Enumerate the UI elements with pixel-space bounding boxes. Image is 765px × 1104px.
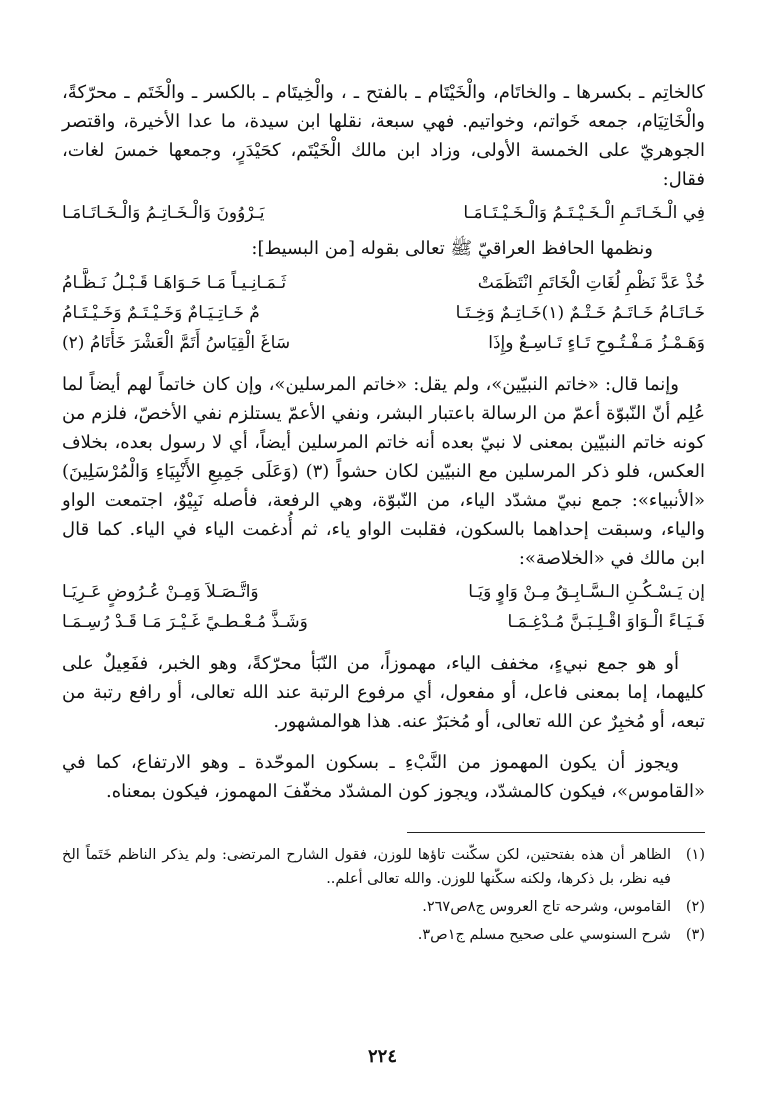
paragraph-nab-meaning: ويجوز أن يكون المهموز من النَّبْءِ ـ بسكون الموحّدة ـ وهو الارتفاع، كما في «القاموس»، فيكون كالمشدّد، ويجوز كون المشدّد مخفّفَ المهموز، فيكون بمعناه. [62, 752, 705, 802]
verse-second-hemistich: سَاغَ الْقِيَاسُ أَتَمَّ الْعَشْرَ خَأْتَامُ (٢) [62, 333, 291, 353]
footnote-item [62, 923, 705, 947]
verse-first-hemistich: فَـيَـاءً الْـوَاوَ اقْـلِـبَـنَّ مُـدْغِـمَـا [507, 612, 705, 632]
verse-iraqi [62, 268, 705, 358]
footnote-divider [407, 832, 705, 833]
verse-khulasa [62, 577, 705, 637]
verse-second-hemistich: مٌ خَـاتِـيَـامٌ وَخَـيْـتَـمٌ وَخَـيْـتَـامُ [62, 303, 260, 323]
verse-line [62, 198, 705, 228]
footnote-text: الظاهر أن هذه بفتحتين، لكن سكّنت تاؤها للوزن، فقول الشارح المرتضى: ولم يذكر الناظم خَتَماً الخ فيه نظر، بل ذكرها، ولكنه سكّنها للوزن. والله تعالى أعلم.. [62, 847, 671, 887]
footnote-text: القاموس، وشرحه تاج العروس ج٨ص٢٦٧. [422, 899, 671, 915]
verse-ibn-malik [62, 198, 705, 228]
footnote-item [62, 895, 705, 919]
verse-first-hemistich: وَهَـمْـزُ مَـفْـتُـوحِ تَـاءٍ تَـاسِـعٌ وإِذَا [488, 333, 705, 353]
verse-first-hemistich: خَـاتَـامُ خَـاتَـمُ خَـتْـمٌ (١)خَـاتِـمٌ وَخِـتَـا [455, 303, 705, 323]
page-number: ٢٢٤ [367, 1046, 397, 1067]
verse-line [62, 607, 705, 637]
verse-line [62, 577, 705, 607]
verse-line [62, 328, 705, 358]
verse-second-hemistich: ثَـمَـانِـيـاً مَـا حَـوَاهَـا قَـبْـلُ نَـظَّـامُ [62, 273, 287, 293]
footnote-number: (٣) [685, 927, 705, 943]
footnote-item [62, 843, 705, 891]
verse-line [62, 268, 705, 298]
footnote-text: شرح السنوسي على صحيح مسلم ج١ص٣. [417, 927, 671, 943]
verse-second-hemistich: يَـرْوُونَ وَالْـخَـاتِـمُ وَالْـخَـاتَـامَـا [62, 203, 265, 223]
verse-first-hemistich: إن يَـسْـكُـنِ الـسَّـابِـقُ مِـنْ وَاوٍ وَيَـا [468, 582, 705, 602]
verse-first-hemistich: خُذْ عَدَّ نَظْمِ لُغَاتِ الْخَاتَمِ انْتَظَمَتْ [477, 273, 705, 293]
verse-first-hemistich: فِي الْـخَـاتَـمِ الْـخَـيْـتَـمُ وَالْـخَـيْـتَـامَـا [463, 203, 705, 223]
verse-intro-iraqi: ونظمها الحافظ العراقيّ ﷺ تعالى بقوله [من البسيط]: [251, 238, 653, 259]
paragraph-khatam-forms: كالخاتِم ـ بكسرها ـ والخاتَام، والْخَيْتَام ـ بالفتح ـ ، والْخِيتَام ـ بالكسر ـ والْخَتَم ـ محرّكةً، والْخَاتِيَام، جمعه خَواتم، وخواتيم. فهي سبعة، نقلها ابن سيدة، ما عدا الأخيرة، واقتصر الجوهريّ على الخمسة الأولى، وزاد ابن مالك الْخَيْتَم، كحَيْدَرٍ، وجمعها خمسَ لغات، فقال: [62, 82, 705, 190]
footnote-number: (١) [685, 847, 705, 863]
footnote-number: (٢) [685, 899, 705, 915]
verse-line [62, 298, 705, 328]
footnotes [62, 843, 705, 947]
verse-second-hemistich: وَشَـذَّ مُـعْـطـيً غَـيْـرَ مَـا قَـدْ رُسِـمَـا [62, 612, 308, 632]
paragraph-nabi-plural: أو هو جمع نبيءٍ، مخفف الياء، مهموزاً، من النّبَأ محرّكةً، وهو الخبر، ففَعِيلٌ على كليهما، إما بمعنى فاعل، أو مفعول، أي مرفوع الرتبة عند الله تعالى، أو رافع رتبة من تبعه، أو مُخبِرٌ عن الله تعالى، أو مُخبَرٌ عنه. هذا هوالمشهور. [62, 653, 705, 732]
verse-second-hemistich: وَاتَّـصَـلاَ وَمِـنْ عُـرُوضٍ عَـرِيَـا [62, 582, 259, 602]
paragraph-khatam-nabiyyin: وإنما قال: «خاتم النبيّين»، ولم يقل: «خاتم المرسلين»، وإن كان خاتماً لهم أيضاً لما عُلِم أنّ النّبوّة أعمّ من الرسالة باعتبار البشر، ونفي الأعمّ يستلزم نفي الأخصّ، فلزم من كونه خاتم النبيّين بمعنى لا نبيّ بعده أنه خاتم المرسلين أيضاً، أي لا رسول بعده، بخلاف العكس، فلو ذكر المرسلين مع النبيّين لكان حشواً (٣) (وَعَلَى جَمِيعِ الأَنْبِيَاءِ وَالْمُرْسَلِينَ) «الأنبياء»: جمع نبيّ مشدّد الياء، من النّبوّة، وهي الرفعة، فأصله نَبِيْوٌ، اجتمعت الواو والياء، وسبقت إحداهما بالسكون، فقلبت الواو ياء، ثم أُدغمت الياء في الياء. كما قال ابن مالك في «الخلاصة»: [62, 374, 705, 569]
